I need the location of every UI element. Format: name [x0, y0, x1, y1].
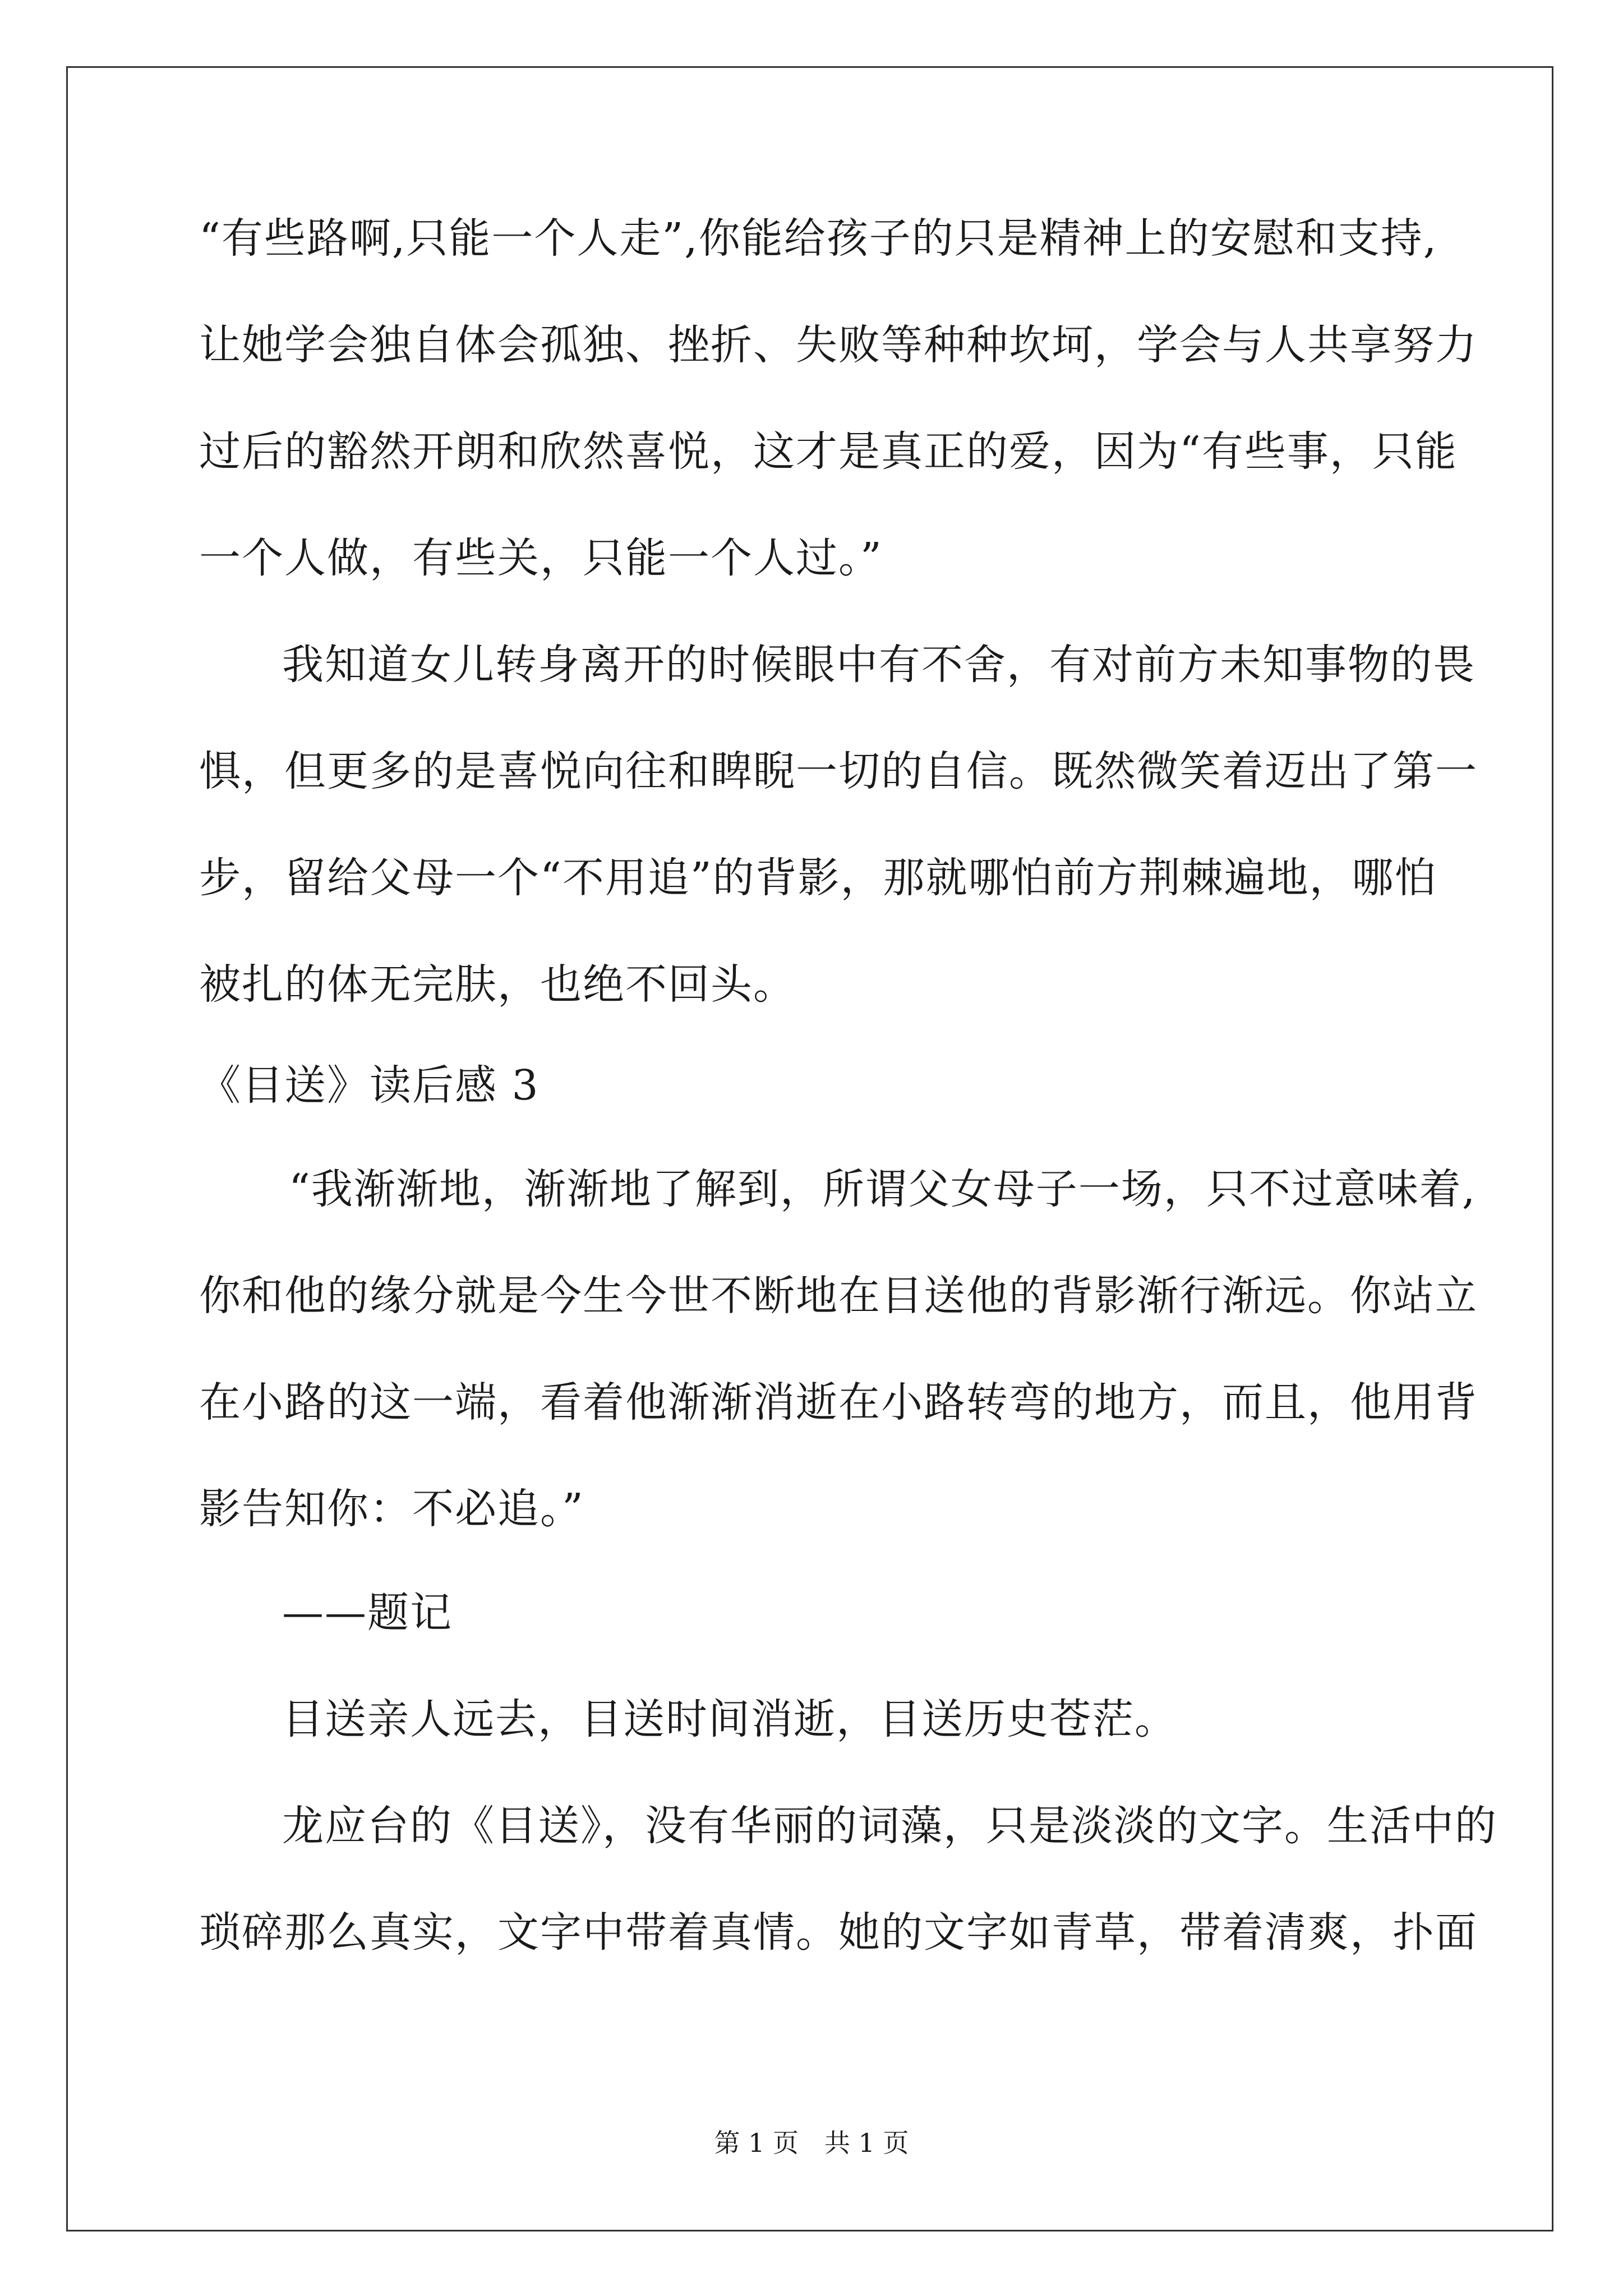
text-line: 步，留给父母一个“不用追”的背影，那就哪怕前方荆棘遍地，哪怕: [199, 854, 1437, 902]
text-line: 在小路的这一端，看着他渐渐消逝在小路转弯的地方，而且，他用背: [199, 1378, 1478, 1427]
text-line: 被扎的体无完肤，也绝不回头。: [199, 960, 796, 1009]
text-line: 龙应台的《目送》，没有华丽的词藻，只是淡淡的文字。生活中的: [282, 1802, 1497, 1850]
text-line: 目送亲人远去，目送时间消逝，目送历史苍茫。: [282, 1695, 1177, 1743]
text-line: 我知道女儿转身离开的时候眼中有不舍，有对前方未知事物的畏: [282, 641, 1476, 689]
text-line: 琐碎那么真实，文字中带着真情。她的文字如青草，带着清爽，扑面: [199, 1908, 1478, 1957]
section-heading: 《目送》读后感 3: [199, 1061, 540, 1110]
text-line: “有些路啊,只能一个人走”,你能给孩子的只是精神上的安慰和支持,: [199, 214, 1438, 263]
text-line: “我渐渐地，渐渐地了解到，所谓父女母子一场，只不过意味着,: [289, 1165, 1477, 1213]
page-footer: 第 1 页 共 1 页: [714, 2128, 909, 2158]
text-line: 让她学会独自体会孤独、挫折、失败等种种坎坷，学会与人共享努力: [199, 321, 1478, 369]
text-line: 你和他的缘分就是今生今世不断地在目送他的背影渐行渐远。你站立: [199, 1272, 1478, 1320]
text-line: 过后的豁然开朗和欣然喜悦，这才是真正的爱，因为“有些事，只能: [199, 427, 1458, 476]
text-line: 一个人做，有些关，只能一个人过。”: [199, 534, 883, 582]
text-line: 影告知你：不必追。”: [199, 1485, 584, 1533]
inscription: ——题记: [282, 1589, 453, 1637]
text-line: 惧，但更多的是喜悦向往和睥睨一切的自信。既然微笑着迈出了第一: [199, 747, 1478, 795]
